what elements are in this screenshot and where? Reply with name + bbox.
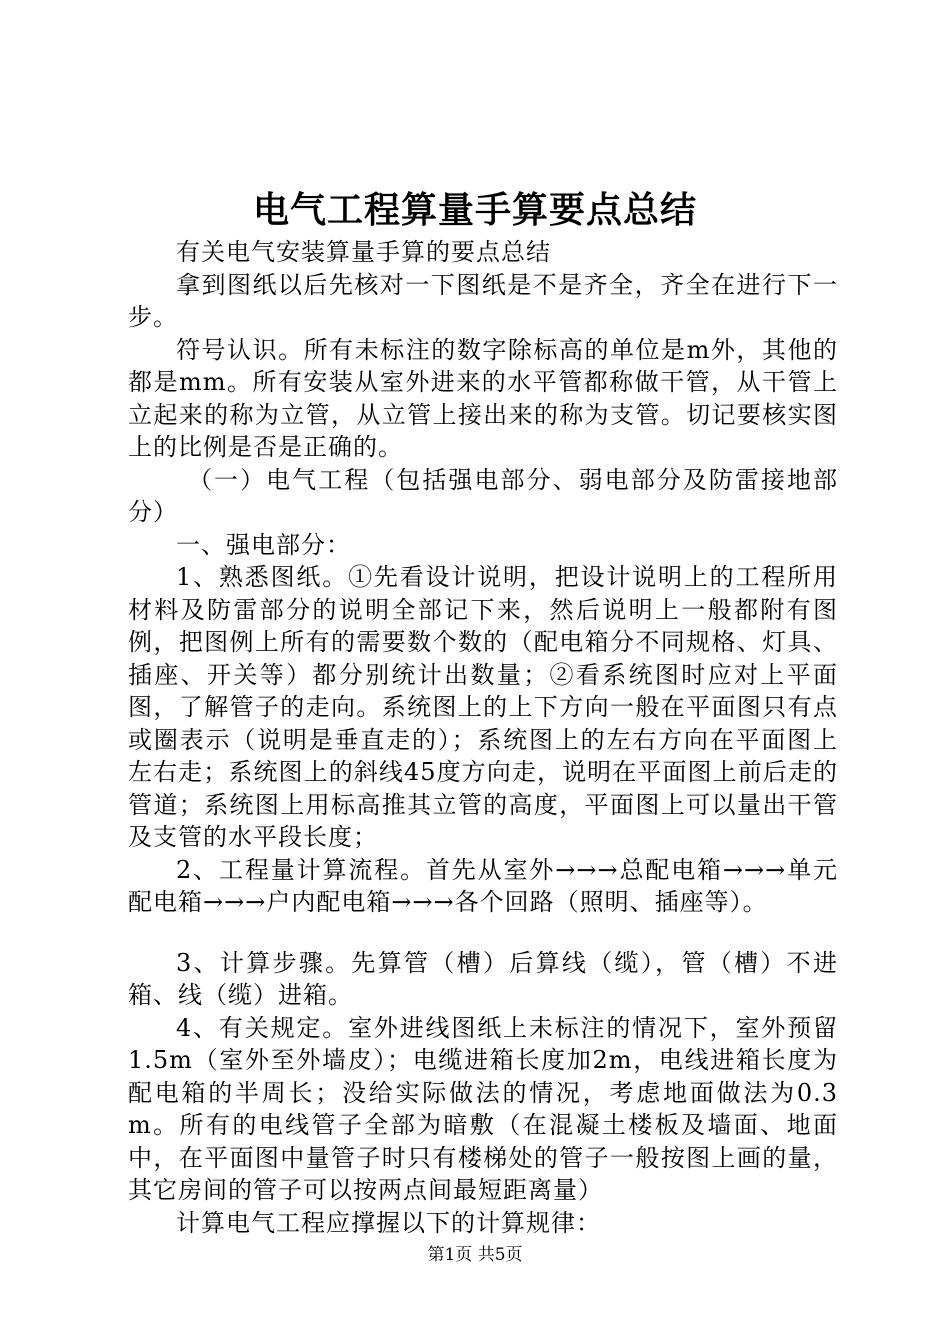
paragraph: 有关电气安装算量手算的要点总结 [176,238,551,266]
paragraph: 2、工程量计算流程。首先从室外→→→总配电箱→→→单元配电箱→→→户内配电箱→→→各个回路（照明、插座等）。 [128,855,838,916]
document-title: 电气工程算量手算要点总结 [252,189,697,231]
section-heading: （一）电气工程（包括强电部分、弱电部分及防雷接地部分） [128,465,838,526]
paragraph: 拿到图纸以后先核对一下图纸是不是齐全，齐全在进行下一步。 [128,270,838,331]
paragraph: 4、有关规定。室外进线图纸上未标注的情况下，室外预留1.5m（室外至外墙皮）；电缆进箱长度加2m，电线进箱长度为配电箱的半周长；没给实际做法的情况，考虑地面做法为0.3m。所有的电线管子全部为暗敷（在混凝土楼板及墙面、地面中，在平面图中量管子时只有楼梯处的管子一般按图上画的量，其它房间的管子可以按两点间最短距离量） [128,1013,838,1204]
page-number: 第1页 共5页 [427,1245,523,1265]
paragraph: 计算电气工程应撑握以下的计算规律： [176,1208,601,1237]
subsection-heading: 一、强电部分： [176,530,351,559]
paragraph: 3、计算步骤。先算管（槽）后算线（缆），管（槽）不进箱、线（缆）进箱。 [128,948,838,1009]
document-body [128,236,838,1239]
paragraph: 符号认识。所有未标注的数字除标高的单位是m外，其他的都是mm。所有安装从室外进来的水平管都称做干管，从干管上立起来的称为立管，从立管上接出来的称为支管。切记要核实图上的比例是否是正确的。 [128,335,838,461]
paragraph: 1、熟悉图纸。①先看设计说明，把设计说明上的工程所用材料及防雷部分的说明全部记下来，然后说明上一般都附有图例，把图例上所有的需要数个数的（配电箱分不同规格、灯具、插座、开关等）都分别统计出数量；②看系统图时应对上平面图，了解管子的走向。系统图上的上下方向一般在平面图只有点或圈表示（说明是垂直走的）；系统图上的左右方向在平面图上左右走；系统图上的斜线45度方向走，说明在平面图上前后走的管道；系统图上用标高推其立管的高度，平面图上可以量出干管及支管的水平段长度； [128,563,838,851]
